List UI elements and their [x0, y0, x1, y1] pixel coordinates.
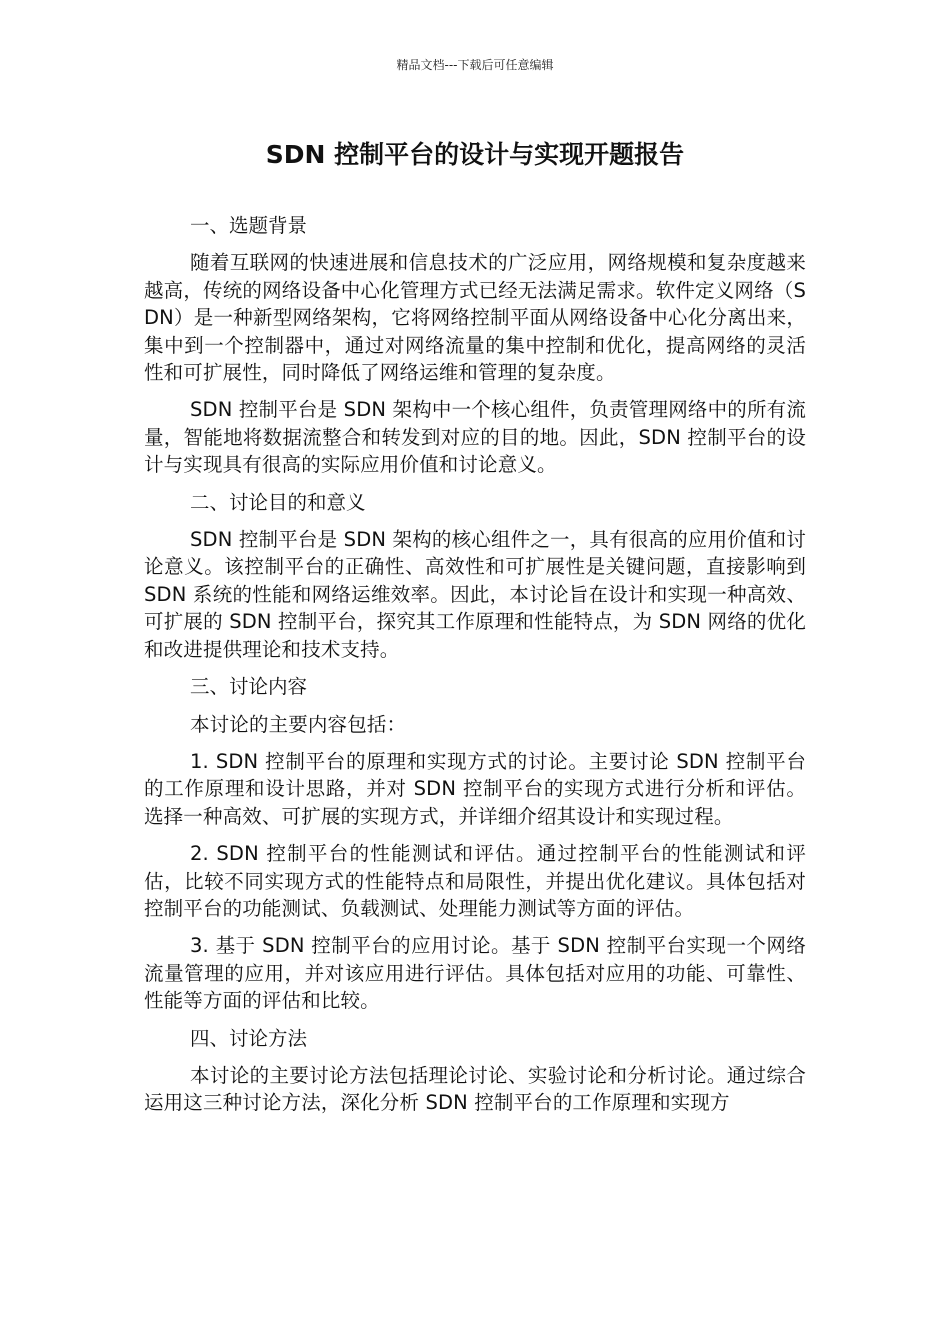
section-heading-purpose: 二、讨论目的和意义: [190, 490, 366, 514]
list-item-content-1: 1. SDN 控制平台的原理和实现方式的讨论。主要讨论 SDN 控制平台的工作原理和设计思路，并对 SDN 控制平台的实现方式进行分析和评估。选择一种高效、可扩展的实现方式，并详细介绍其设计和实现过程。: [144, 749, 806, 828]
paragraph-background-2: SDN 控制平台是 SDN 架构中一个核心组件，负责管理网络中的所有流量，智能地将数据流整合和转发到对应的目的地。因此，SDN 控制平台的设计与实现具有很高的实际应用价值和讨论意义。: [144, 398, 806, 477]
paragraph-background-1: 随着互联网的快速进展和信息技术的广泛应用，网络规模和复杂度越来越高，传统的网络设备中心化管理方式已经无法满足需求。软件定义网络（SDN）是一种新型网络架构，它将网络控制平面从网络设备中心化分离出来，集中到一个控制器中，通过对网络流量的集中控制和优化，提高网络的灵活性和可扩展性，同时降低了网络运维和管理的复杂度。: [144, 251, 806, 385]
document-body: [144, 212, 806, 1127]
section-heading-methods: 四、讨论方法: [190, 1026, 308, 1050]
section-heading-background: 一、选题背景: [190, 214, 308, 237]
paragraph-methods: 本讨论的主要讨论方法包括理论讨论、实验讨论和分析讨论。通过综合运用这三种讨论方法，深化分析 SDN 控制平台的工作原理和实现方: [144, 1063, 806, 1115]
document-title: SDN 控制平台的设计与实现开题报告: [265, 140, 685, 169]
list-item-content-2: 2. SDN 控制平台的性能测试和评估。通过控制平台的性能测试和评估，比较不同实现方式的性能特点和局限性，并提出优化建议。具体包括对控制平台的功能测试、负载测试、处理能力测试等方面的评估。: [144, 842, 806, 920]
list-item-content-3: 3. 基于 SDN 控制平台的应用讨论。基于 SDN 控制平台实现一个网络流量管理的应用，并对该应用进行评估。具体包括对应用的功能、可靠性、性能等方面的评估和比较。: [144, 934, 806, 1013]
paragraph-purpose: SDN 控制平台是 SDN 架构的核心组件之一，具有很高的应用价值和讨论意义。该控制平台的正确性、高效性和可扩展性是关键问题，直接影响到 SDN 系统的性能和网络运维效率。因此，本讨论旨在设计和实现一种高效、可扩展的 SDN 控制平台，探究其工作原理和性能特点，为 SDN 网络的优化和改进提供理论和技术支持。: [144, 528, 806, 661]
page-header-note: 精品文档---下载后可任意编辑: [396, 58, 554, 72]
section-heading-content: 三、讨论内容: [190, 675, 308, 699]
paragraph-content-intro: 本讨论的主要内容包括：: [190, 712, 407, 736]
